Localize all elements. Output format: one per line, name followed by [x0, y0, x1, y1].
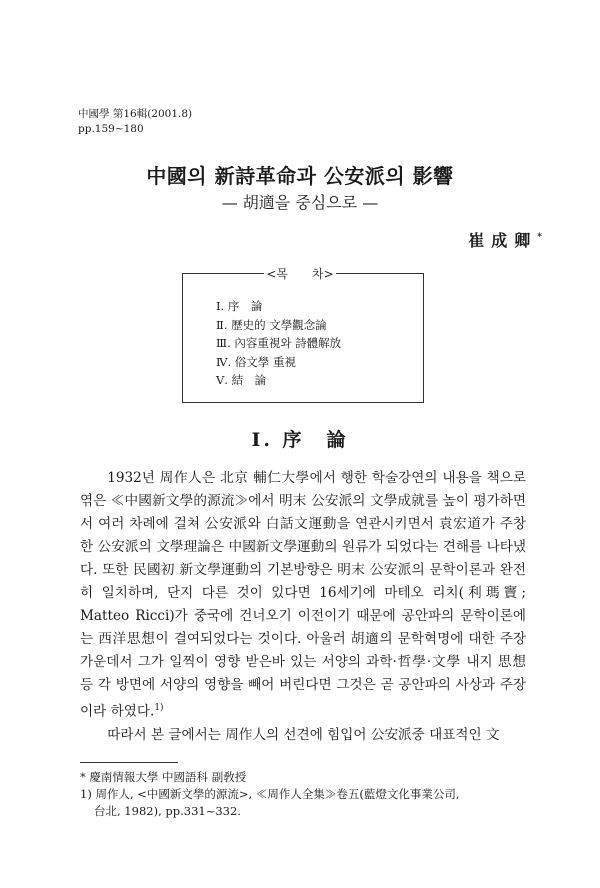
toc-list — [216, 297, 341, 390]
toc-item: Ⅳ. 俗文學 重視 — [216, 354, 296, 369]
author-footnote-mark: * — [537, 232, 542, 243]
body-text — [80, 467, 526, 747]
footnote-text: 慶南情報大學 中國語科 副敎授 — [89, 770, 247, 784]
toc-title: <목 차> — [264, 265, 336, 282]
author-name — [468, 228, 542, 251]
toc-item: Ⅱ. 歷史的 文學觀念論 — [216, 317, 327, 332]
journal-header — [78, 107, 192, 137]
author-text: 崔成卿 — [468, 231, 538, 250]
footnote-divider — [80, 762, 178, 763]
toc-item: Ⅲ. 內容重視와 詩體解放 — [216, 336, 342, 350]
paragraph — [80, 467, 526, 724]
paragraph: 따라서 본 글에서는 周作人의 선견에 힘입어 公安派중 대표적인 文 — [107, 726, 500, 743]
journal-info: 中國學 第16輯(2001.8) — [78, 108, 193, 120]
paper-title: 中國의 新詩革命과 公安派의 影響 — [146, 164, 454, 188]
footnote-mark: * — [80, 770, 86, 784]
paragraph-text: 1932년 周作人은 北京 輔仁大學에서 행한 학술강연의 내용을 책으로 엮은 ≪中國新文學的源流≫에서 明末 公安派의 文學成就를 높이 평가하면서 여러 차례에 걸쳐 公安派와 白話文運動을 연관시키면서 袁宏道가 주창한 公安派의 文學理論은 中國新文學運動의 원류가 되었다는 견해를 나타냈다. 또한 民國初 新文學運動의 기본방향은 明末 公安派의 문학이론과 완전히 일치하며, 단지 다른 것이 있다면 16세기에 마테오 리치(利瑪竇; Matteo Ricci)가 중국에 건너오기 이전이기 때문에 공안파의 문학이론에는 西洋思想이 결여되었다는 것이다. 아울러 胡適의 문학혁명에 대한 주장 가운데서 그가 일찍이 영향 받은바 있는 서양의 과학·哲學·文學 내지 思想 등 각 방면에 서양의 영향을 빼어 버린다면 그것은 곧 공안파의 사상과 주장이라 하였다. — [80, 470, 526, 720]
paper-subtitle: — 胡適을 중심으로 — — [221, 193, 379, 212]
footnote-text: 周作人, <中國新文學的源流>, ≪周作人全集≫卷五(藍燈文化事業公司, — [95, 787, 460, 801]
footnote-ref: 1) — [154, 703, 164, 713]
toc-item: Ⅴ. 結 論 — [216, 373, 267, 387]
page-range: pp.159~180 — [78, 123, 144, 135]
toc-item: Ⅰ. 序 論 — [216, 299, 263, 313]
footnote — [80, 769, 540, 786]
footnotes — [80, 769, 540, 820]
footnote-mark: 1) — [80, 787, 92, 801]
section-heading: Ⅰ. 序 論 — [251, 429, 349, 451]
footnote-text: 台北, 1982), pp.331~332. — [94, 804, 241, 818]
footnote — [80, 786, 540, 820]
